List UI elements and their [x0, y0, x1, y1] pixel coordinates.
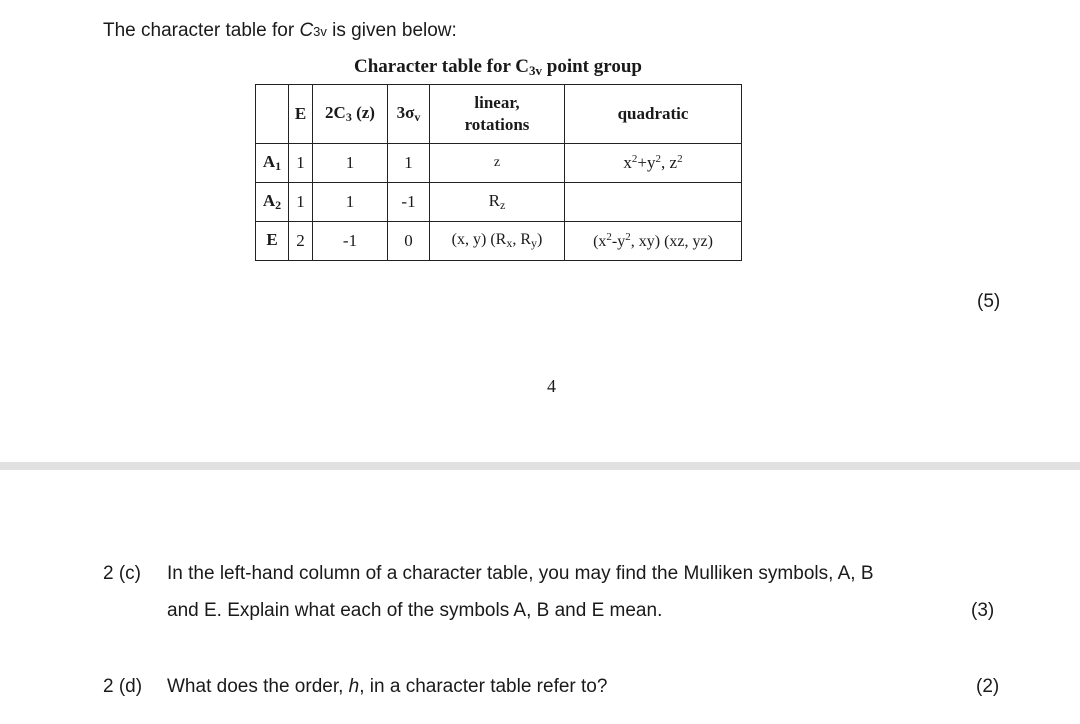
cell-sigma: 1 — [388, 144, 430, 183]
q2d-marks: (2) — [976, 676, 1000, 697]
page-number: 4 — [547, 376, 556, 396]
q2c-line1: In the left-hand column of a character table, you may find the Mulliken symbols, A, B — [167, 563, 874, 584]
q2d-text: What does the order, h, in a character table refer to? — [167, 676, 608, 697]
row-symbol: A2 — [256, 183, 289, 222]
table-row — [256, 144, 742, 183]
cell-c3: -1 — [313, 222, 388, 261]
cell-c3: 1 — [313, 183, 388, 222]
page-divider — [0, 462, 1080, 470]
character-table — [255, 84, 742, 261]
q2d-label: 2 (d) — [103, 676, 143, 697]
cell-E: 2 — [289, 222, 313, 261]
table-title: Character table for C3v point group — [354, 56, 642, 78]
q2c-line2: and E. Explain what each of the symbols A, B and E mean. — [167, 600, 663, 621]
cell-linear: Rz — [430, 183, 565, 222]
row-symbol: E — [256, 222, 289, 261]
cell-sigma: 0 — [388, 222, 430, 261]
cell-linear: z — [430, 144, 565, 183]
header-blank — [256, 85, 289, 144]
cell-E: 1 — [289, 144, 313, 183]
header-linear: linear, rotations — [430, 85, 565, 144]
header-sigma: 3σv — [388, 85, 430, 144]
cell-quadratic — [565, 183, 742, 222]
header-quadratic: quadratic — [565, 85, 742, 144]
header-row — [256, 85, 742, 144]
intro-text: The character table for C3v is given below: — [103, 20, 457, 41]
cell-quadratic: ($x^2-y^2$, xy) (xz, yz) — [565, 222, 742, 261]
table-row — [256, 183, 742, 222]
cell-quadratic: $x^2+y^2$, $z^2$ — [565, 144, 742, 183]
table-row — [256, 222, 742, 261]
header-E: E — [289, 85, 313, 144]
q2c-label: 2 (c) — [103, 563, 141, 584]
q2c-marks: (3) — [971, 600, 995, 621]
cell-sigma: -1 — [388, 183, 430, 222]
header-c3: 2C3 (z) — [313, 85, 388, 144]
cell-c3: 1 — [313, 144, 388, 183]
cell-linear: (x, y) (Rx, Ry) — [430, 222, 565, 261]
marks-5: (5) — [977, 291, 1001, 312]
row-symbol: A1 — [256, 144, 289, 183]
cell-E: 1 — [289, 183, 313, 222]
